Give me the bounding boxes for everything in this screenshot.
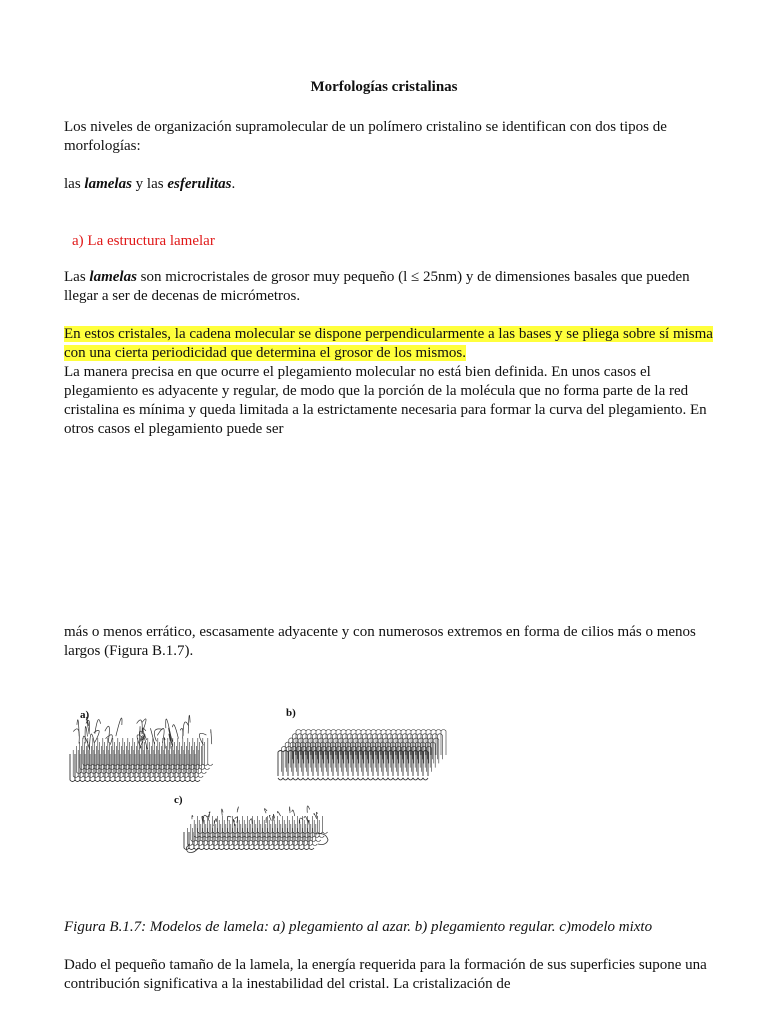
figure-label-a: a) — [80, 709, 90, 721]
term-esferulitas: esferulitas — [167, 176, 232, 192]
section-heading-a: a) La estructura lamelar — [72, 233, 215, 249]
page-title: Morfologías cristalinas — [310, 79, 458, 95]
figure-drawing — [64, 694, 452, 860]
highlighted-text: En estos cristales, la cadena molecular se dispone perpendicularmente a las bases y se pliega sobre sí misma con una cierta periodicidad que determina el grosor de los mismos. — [64, 326, 713, 361]
figure-label-c: c) — [174, 794, 183, 806]
term-lamelas: lamelas — [84, 176, 132, 192]
highlighted-paragraph — [64, 325, 714, 363]
types-middle: y las — [131, 176, 168, 192]
lamelas-paragraph — [64, 268, 714, 306]
figure-caption: Figura B.1.7: Modelos de lamela: a) plegamiento al azar. b) plegamiento regular. c)modelo mixto — [64, 919, 653, 935]
figure-label-b: b) — [286, 707, 296, 719]
morphology-types-line — [64, 175, 714, 194]
types-suffix: . — [231, 176, 236, 192]
random-folding-model — [70, 715, 213, 781]
continuation-paragraph: más o menos errático, escasamente adyacente y con numerosos extremos en forma de cilios más o menos largos (Figura B.1.7). — [64, 624, 696, 659]
lamella-models-figure — [64, 694, 452, 860]
types-prefix: las — [64, 176, 85, 192]
mixed-folding-model — [184, 806, 328, 853]
lamelas-prefix: Las — [64, 269, 90, 285]
closing-paragraph: Dado el pequeño tamaño de la lamela, la energía requerida para la formación de sus superficies supone una contribución significativa a la inestabilidad del cristal. La cristalización de — [64, 957, 707, 992]
term-lamelas-2: lamelas — [89, 269, 137, 285]
lamelas-text: son microcristales de grosor muy pequeño (l ≤ 25nm) y de dimensiones basales que pueden llegar a ser de decenas de micrómetros. — [64, 269, 690, 304]
intro-paragraph: Los niveles de organización supramolecular de un polímero cristalino se identifican con dos tipos de morfologías: — [64, 119, 667, 154]
regular-folding-model — [278, 730, 446, 781]
plegamiento-paragraph: La manera precisa en que ocurre el plegamiento molecular no está bien definida. En unos casos el plegamiento es adyacente y regular, de modo que la porción de la molécula que no forma parte de la red cristalina es mínima y queda limitada a la estrictamente necesaria para formar la curva del plegamiento. En otros casos el plegamiento puede ser — [64, 364, 707, 437]
